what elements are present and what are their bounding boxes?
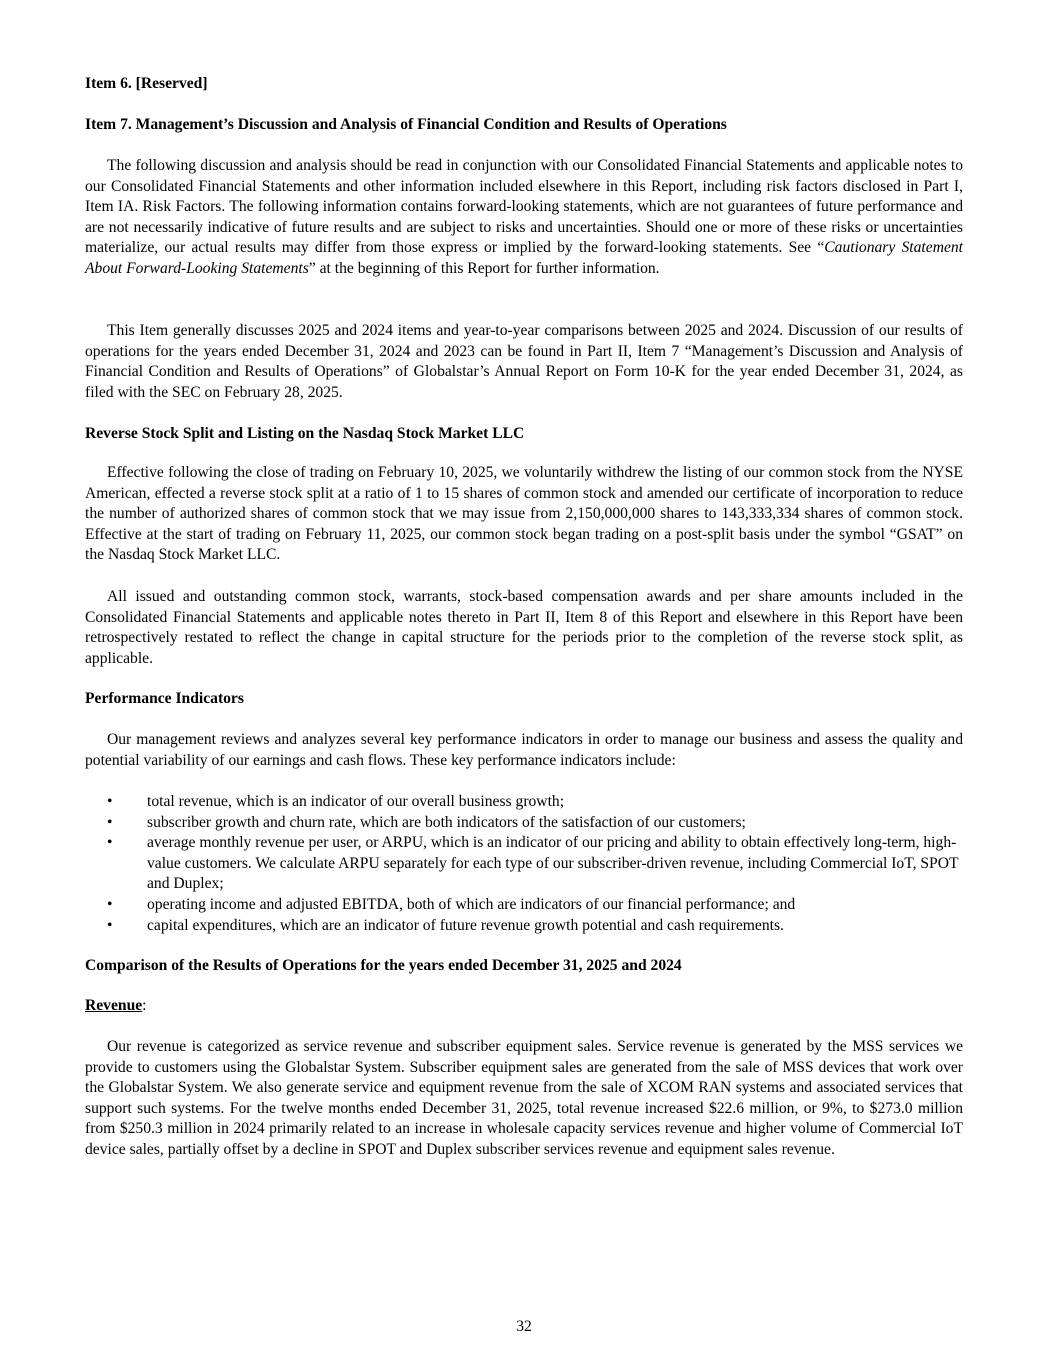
performance-paragraph: Our management reviews and analyzes several key performance indicators in order to manage our business and assess the quality and potential variability of our earnings and cash flows. These key performance indicators include:	[85, 731, 963, 769]
bullet-icon: •	[107, 813, 113, 831]
bullet-icon: •	[107, 916, 113, 934]
page-number: 32	[516, 1318, 532, 1335]
list-item: • subscriber growth and churn rate, which are both indicators of the satisfaction of our customers;	[85, 813, 963, 834]
restatement-paragraph: All issued and outstanding common stock, warrants, stock-based compensation awards and per share amounts included in the Consolidated Financial Statements and applicable notes thereto in Part II, Item 8 of this Report and elsewhere in this Report have been retrospectively restated to reflect the change in capital structure for the periods prior to the completion of the reverse stock split, as applicable.	[85, 588, 963, 667]
cautionary-statement-reference: Cautionary Statement About Forward-Looking Statements	[85, 239, 964, 277]
revenue-paragraph: Our revenue is categorized as service revenue and subscriber equipment sales. Service revenue is generated by the MSS services we provide to customers using the Globalstar System. Subscriber equipment sales are generated from the sale of MSS devices that work over the Globalstar System. We also generate service and equipment revenue from the sale of XCOM RAN systems and associated services that support such systems. For the twelve months ended December 31, 2025, total revenue increased $22.6 million, or 9%, to $273.0 million from $250.3 million in 2024 primarily related to an increase in wholesale capacity services revenue and higher volume of Commercial IoT device sales, partially offset by a decline in SPOT and Duplex subscriber services revenue and equipment sales revenue.	[85, 1038, 963, 1158]
item7-heading: Item 7. Management’s Discussion and Analysis of Financial Condition and Results of Operations	[85, 116, 727, 133]
revenue-label: Revenue	[85, 997, 143, 1014]
intro-text-end: ” at the beginning of this Report for further information.	[308, 259, 660, 277]
list-item: • total revenue, which is an indicator of our overall business growth;	[85, 792, 963, 813]
performance-heading: Performance Indicators	[85, 690, 244, 707]
comparison-heading: Comparison of the Results of Operations for the years ended December 31, 2025 and 2024	[85, 957, 682, 974]
list-item: • operating income and adjusted EBITDA, both of which are indicators of our financial performance; and	[85, 895, 963, 916]
list-item: • capital expenditures, which are an indicator of future revenue growth potential and cash requirements.	[85, 916, 963, 937]
intro-paragraph	[85, 156, 963, 280]
list-item: • average monthly revenue per user, or ARPU, which is an indicator of our pricing and ability to obtain effectively long-term, high-value customers. We calculate ARPU separately for each type of our subscriber-driven revenue, including Commercial IoT, SPOT and Duplex;	[107, 834, 959, 893]
kpi-list	[85, 792, 963, 936]
reverse-split-heading: Reverse Stock Split and Listing on the Nasdaq Stock Market LLC	[85, 425, 525, 442]
item6-heading: Item 6. [Reserved]	[85, 75, 208, 92]
bullet-icon: •	[107, 793, 113, 810]
bullet-icon: •	[107, 895, 113, 913]
scope-paragraph: This Item generally discusses 2025 and 2024 items and year-to-year comparisons between 2025 and 2024. Discussion of our results of operations for the years ended December 31, 2024 and 2023 can be found in Part II, Item 7 “Management’s Discussion and Analysis of Financial Condition and Results of Operations” of Globalstar’s Annual Report on Form 10-K for the year ended December 31, 2024, as filed with the SEC on February 28, 2025.	[85, 322, 963, 401]
revenue-subheading: Revenue:	[85, 997, 147, 1014]
reverse-split-paragraph: Effective following the close of trading on February 10, 2025, we voluntarily withdrew the listing of our common stock from the NYSE American, effected a reverse stock split at a ratio of 1 to 15 shares of common stock and amended our certificate of incorporation to reduce the number of authorized shares of common stock that we may issue from 2,150,000,000 shares to 143,333,334 shares of common stock. Effective at the start of trading on February 11, 2025, our common stock began trading on a post-split basis under the symbol “GSAT” on the Nasdaq Stock Market LLC.	[85, 464, 963, 564]
bullet-icon: •	[107, 834, 113, 852]
intro-text-start: The following discussion and analysis should be read in conjunction with our Consolidated Financial Statements and applicable notes to our Consolidated Financial Statements and other information included elsewhere in this Report, including risk factors disclosed in Part I, Item IA. Risk Factors. The following information contains forward-looking statements, which are not guarantees of future performance and are not necessarily indicative of future results and are subject to risks and uncertainties. Should one or more of these risks or uncertainties materialize, our actual results may differ from those express or implied by the forward-looking statements. See “	[85, 157, 963, 257]
